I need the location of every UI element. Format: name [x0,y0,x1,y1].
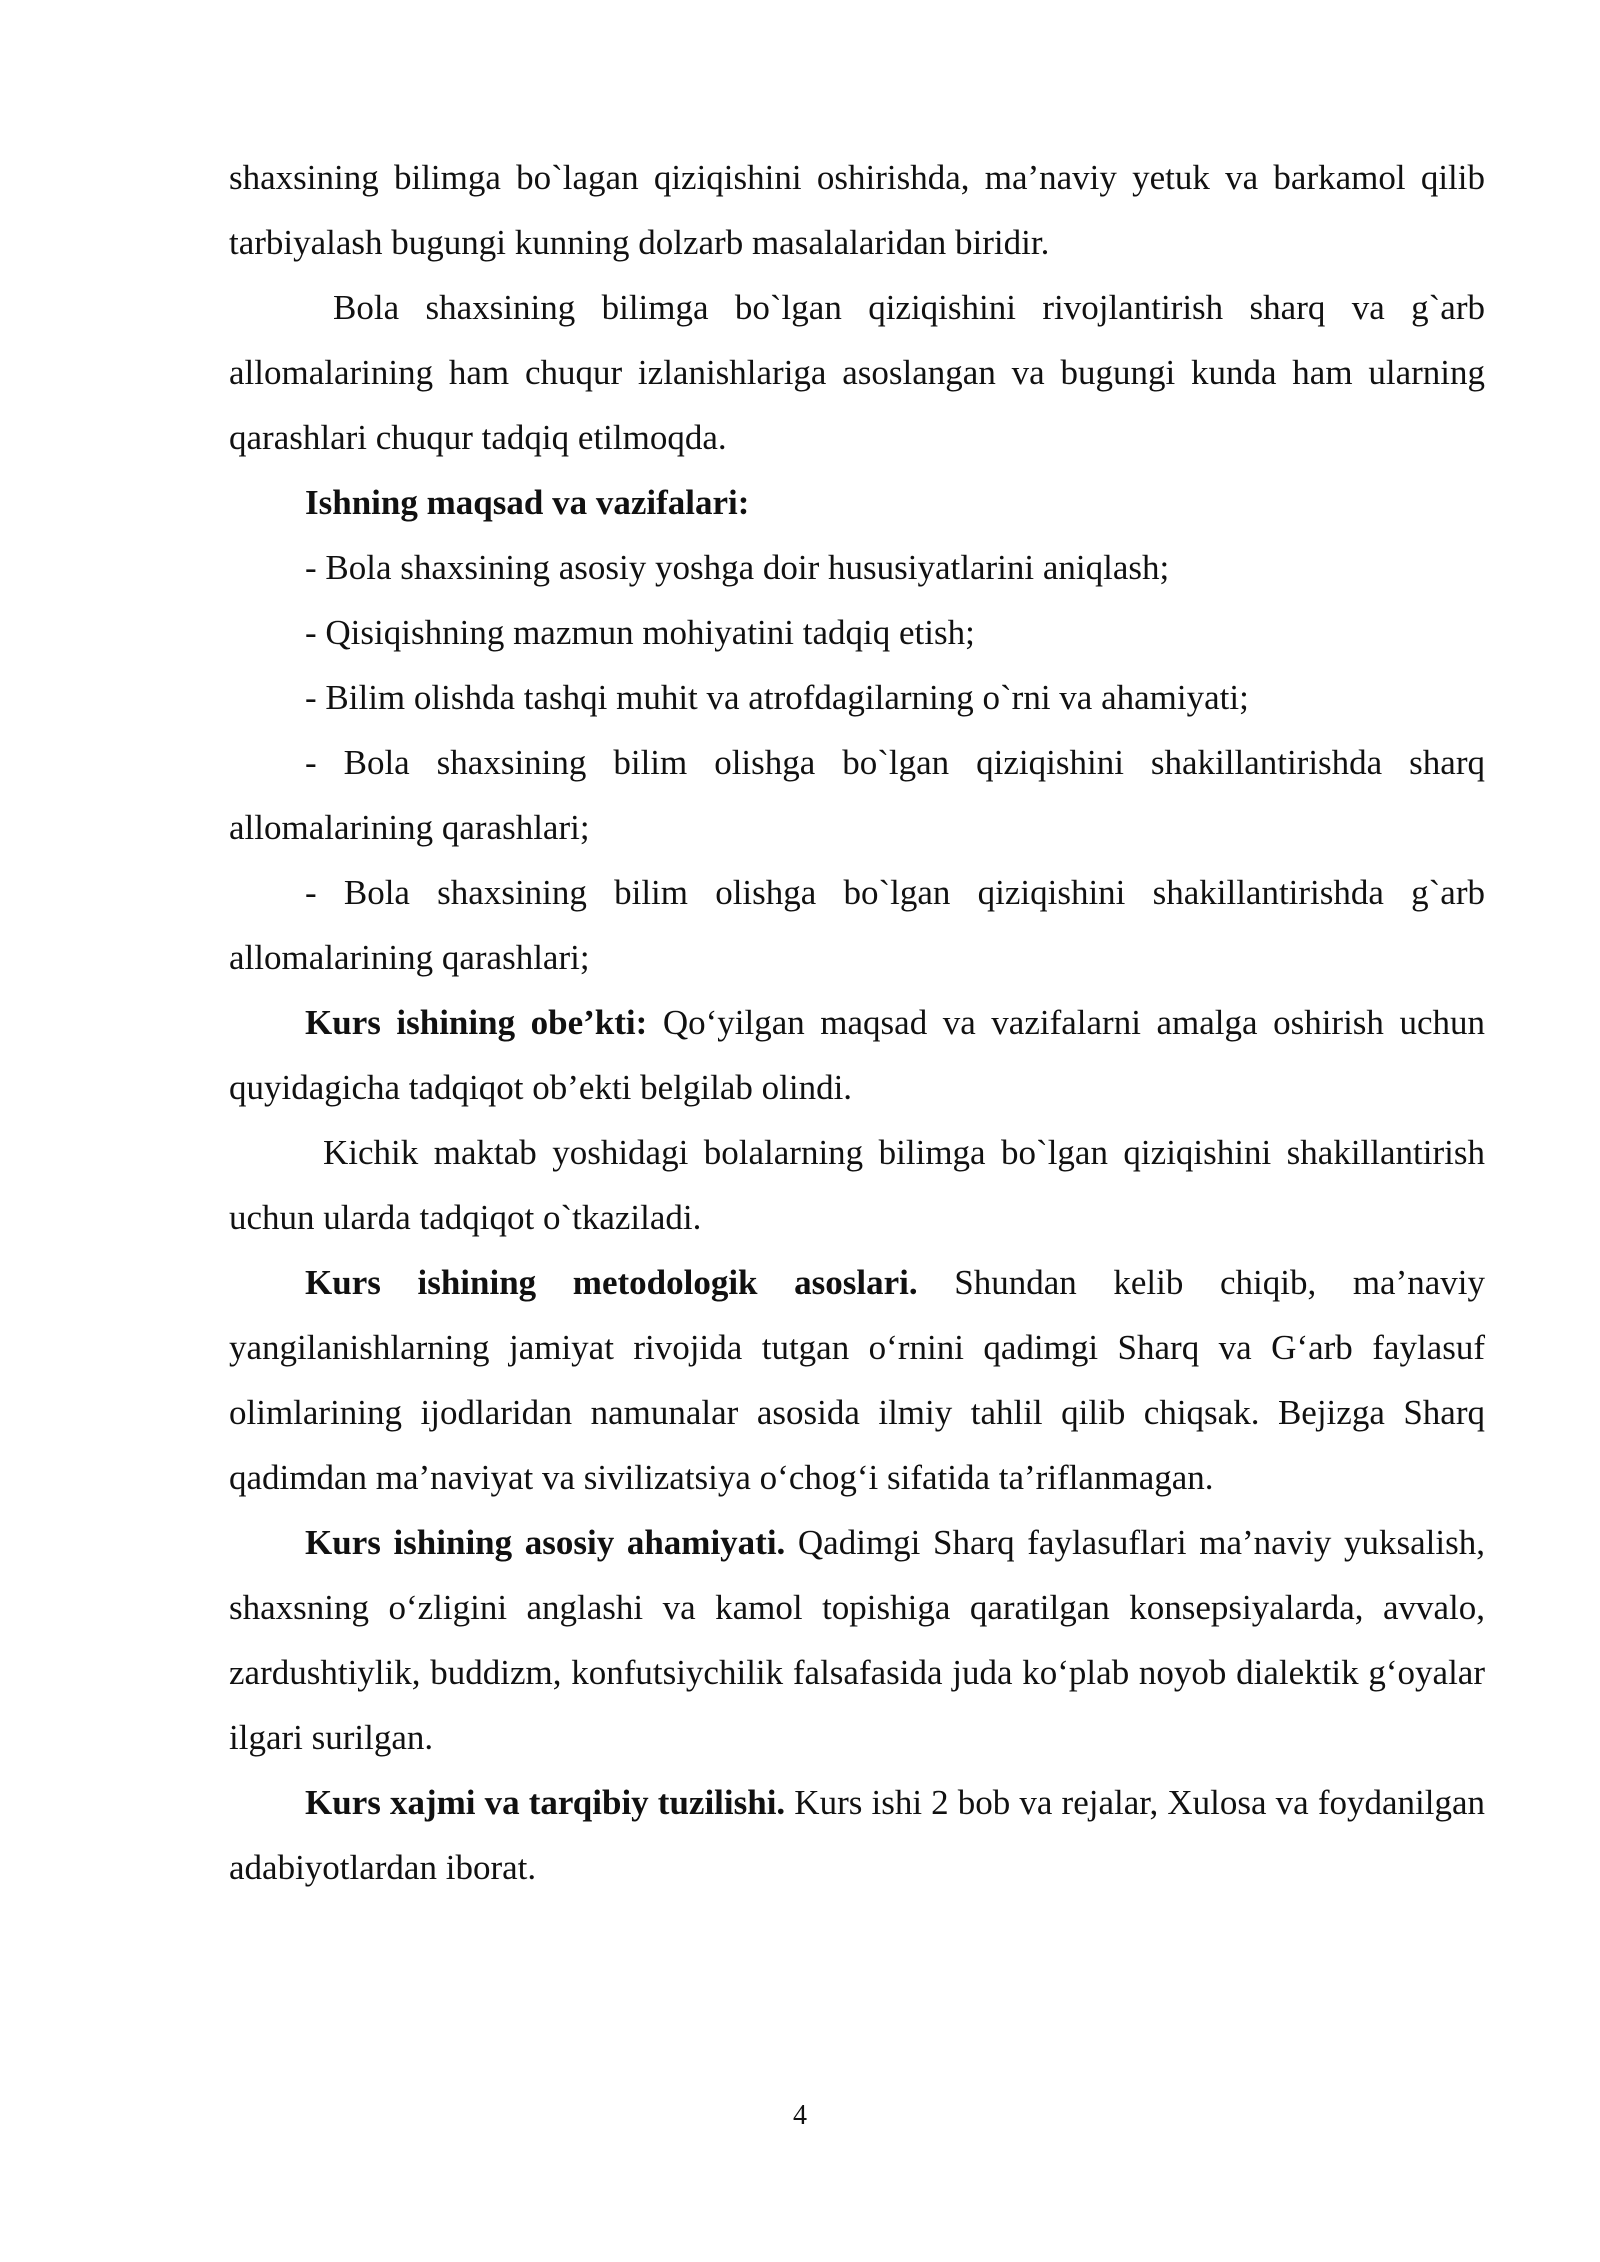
methodology-text: Shundan kelib chiqib, ma’naviy yangilanishlarning jamiyat rivojida tutgan o‘rnini qadimgi Sharq va G‘arb faylasuf olimlarining ijodlaridan namunalar asosida ilmiy tahlil qilib chiqsak. Bejizga Sharq qadimdan ma’naviyat va sivilizatsiya o‘chog‘i sifatida ta’riflanmagan. [229,1263,1485,1497]
object-text: Qo‘yilgan maqsad va vazifalarni amalga oshirish uchun quyidagicha tadqiqot ob’ekti belgilab olindi. [229,1003,1485,1107]
intro-paragraph-scholars: Bola shaxsining bilimga bo`lgan qiziqishini rivojlantirish sharq va g`arb allomalarining ham chuqur izlanishlariga asoslangan va bugungi kunda ham ularning qarashlari chuqur tadqiq etilmoqda. [229,288,1485,457]
goals-heading: Ishning maqsad va vazifalari: [305,483,750,522]
goal-item-2: - Qisiqishning mazmun mohiyatini tadqiq etish; [305,613,975,652]
importance-paragraph [229,1510,1485,1770]
importance-text: Qadimgi Sharq faylasuflari ma’naviy yuksalish, shaxsning o‘zligini anglashi va kamol topishiga qaratilgan konsepsiyalarda, avvalo, zardushtiylik, buddizm, konfutsiychilik falsafasida juda ko‘plab noyob dialektik g‘oyalar ilgari surilgan. [229,1523,1485,1757]
methodology-paragraph [229,1250,1485,1510]
goal-item-3: - Bilim olishda tashqi muhit va atrofdagilarning o`rni va ahamiyati; [305,678,1249,717]
structure-text: Kurs ishi 2 bob va rejalar, Xulosa va foydanilgan adabiyotlardan iborat. [229,1783,1485,1887]
goal-item-5: - Bola shaxsining bilim olishga bo`lgan qiziqishini shakillantirishda g`arb allomalarining qarashlari; [229,873,1485,977]
structure-paragraph [229,1770,1485,1900]
goal-item-4: - Bola shaxsining bilim olishga bo`lgan qiziqishini shakillantirishda sharq allomalarining qarashlari; [229,743,1485,847]
object-label: Kurs ishining obe’kti: [305,1003,648,1042]
page-number: 4 [793,2100,807,2131]
page-body [229,145,1485,1900]
goal-item-1: - Bola shaxsining asosiy yoshga doir hususiyatlarini aniqlash; [305,548,1170,587]
importance-label: Kurs ishining asosiy ahamiyati. [305,1523,786,1562]
intro-paragraph-continuation: shaxsining bilimga bo`lagan qiziqishini oshirishda, ma’naviy yetuk va barkamol qilib tarbiyalash bugungi kunning dolzarb masalalaridan biridir. [229,158,1485,262]
methodology-label: Kurs ishining metodologik asoslari. [305,1263,918,1302]
object-detail-paragraph: Kichik maktab yoshidagi bolalarning bilimga bo`lgan qiziqishini shakillantirish uchun ularda tadqiqot o`tkaziladi. [229,1133,1485,1237]
structure-label: Kurs xajmi va tarqibiy tuzilishi. [305,1783,786,1822]
object-paragraph [229,990,1485,1120]
